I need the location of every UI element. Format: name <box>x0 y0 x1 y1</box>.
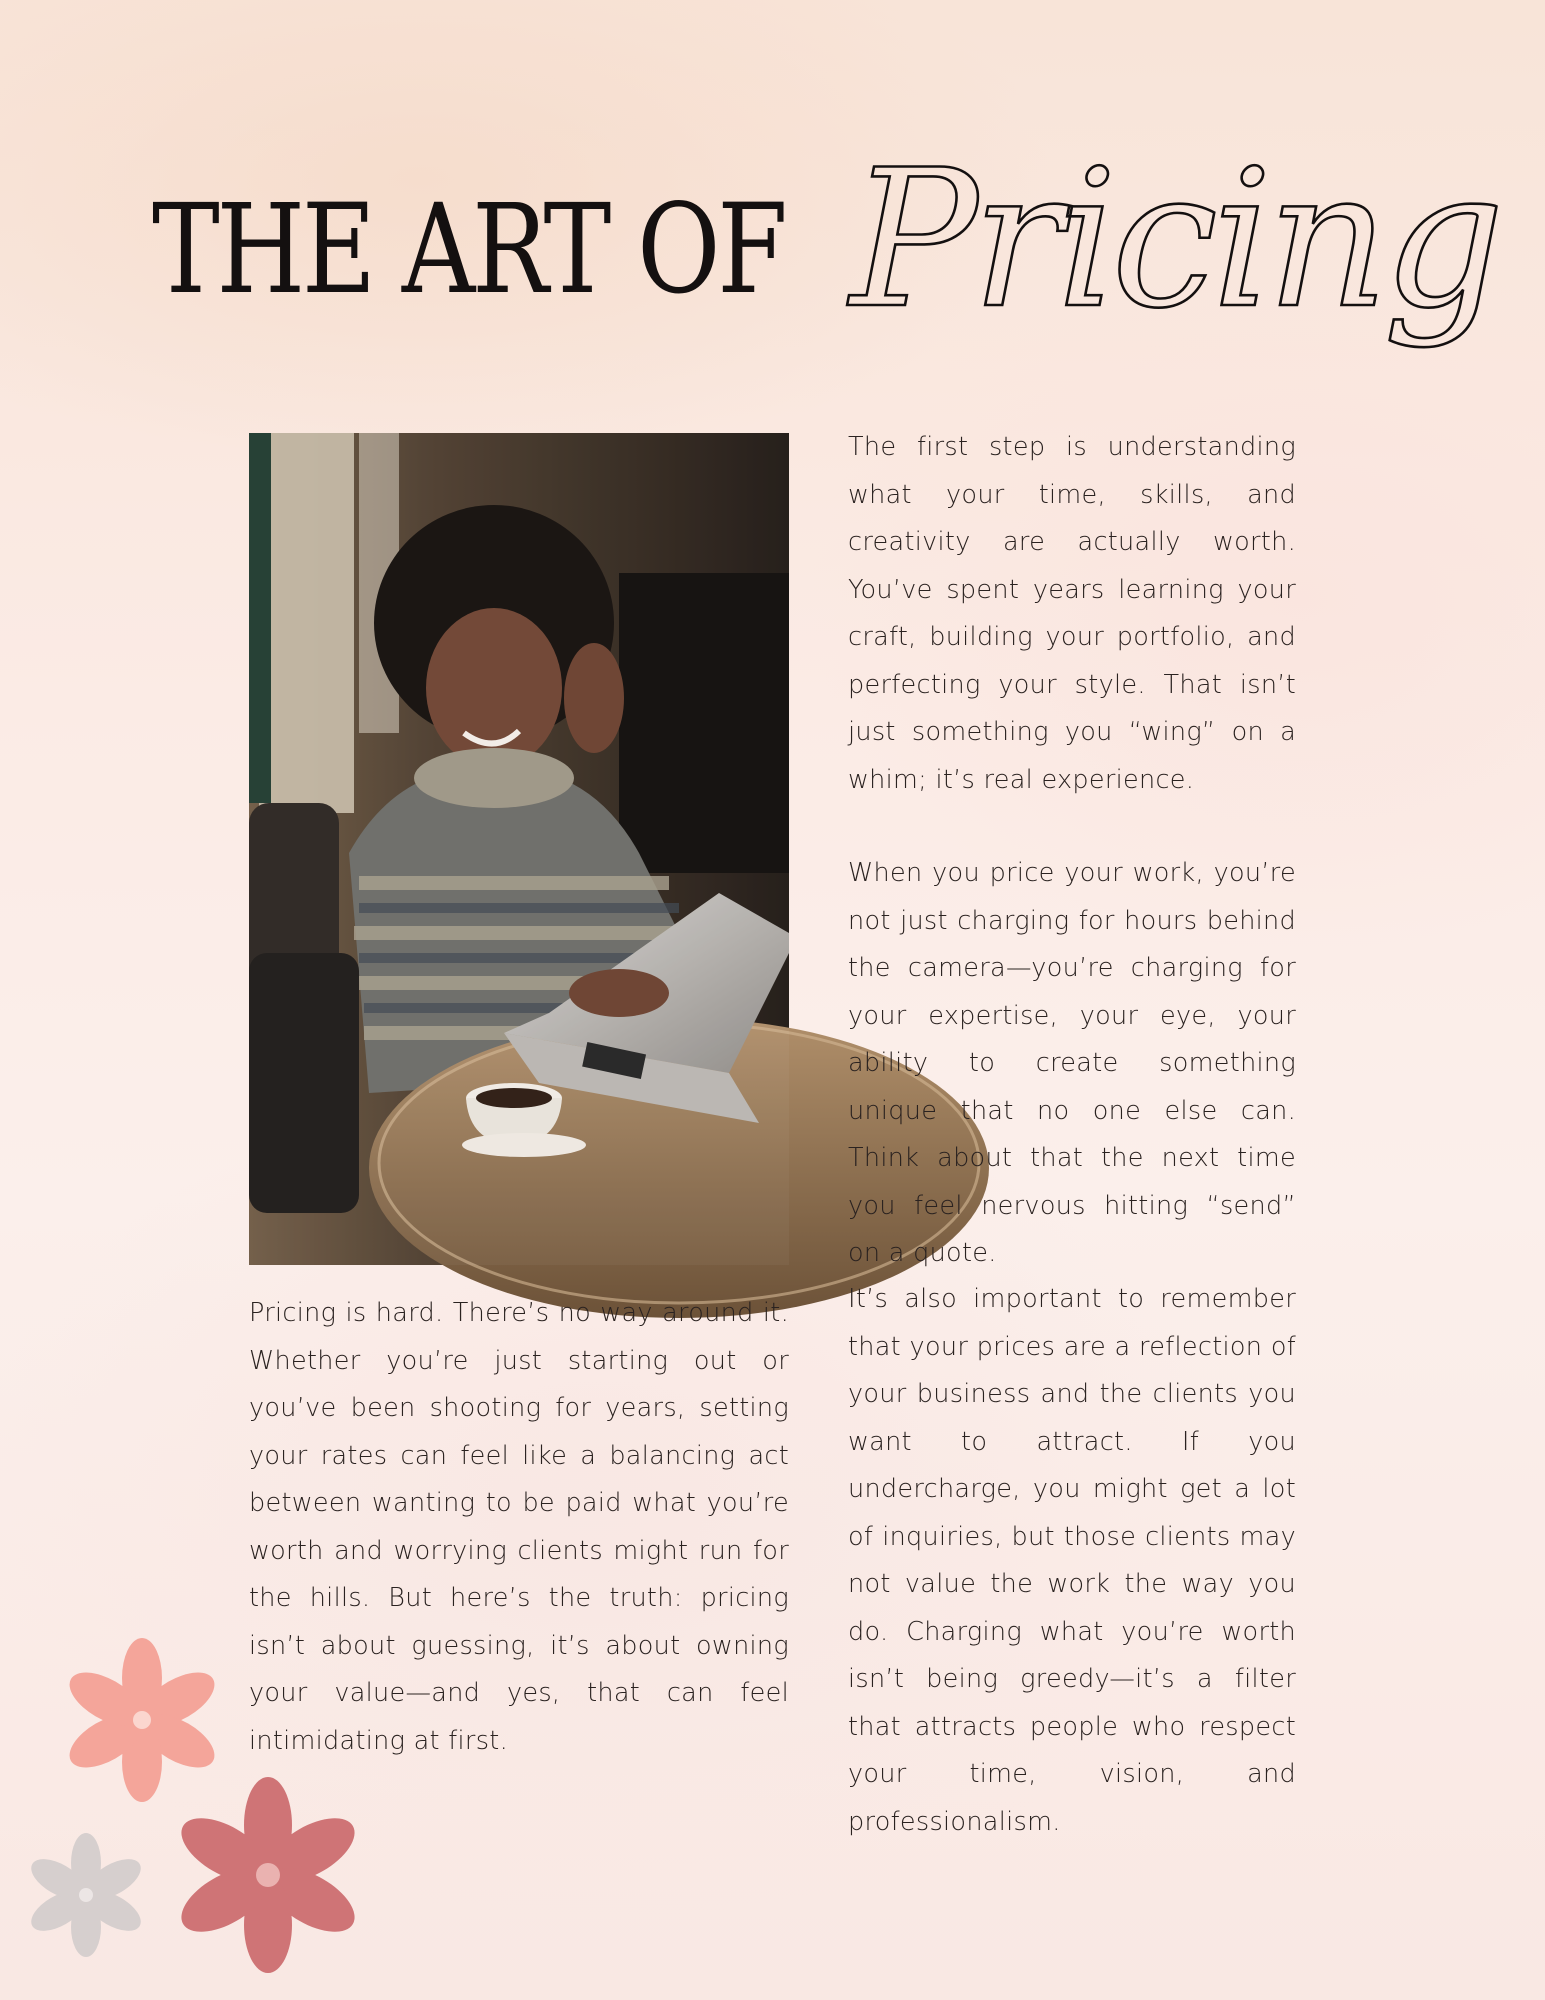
paragraph-first-step: The first step is understanding what your time, skills, and creativity are actually worth. You’ve spent years learning your craft, building your portfolio, and perfecting your style. That isn’t just something you “wing” on a whim; it’s real experience. <box>848 432 1296 795</box>
script-title-pricing <box>840 90 1499 420</box>
decorative-flowers <box>0 1620 420 2000</box>
rose-flower-icon <box>171 1777 365 1973</box>
peach-flower-icon <box>61 1638 223 1802</box>
script-title-text: Pricing <box>850 129 1499 350</box>
paragraph-reflection: It’s also important to remember that your prices are a reflection of your business and the clients you want to attract. If you undercharge, you might get a lot of inquiries, but those clients may not value the work the way you do. Charging what you’re worth isn’t being greedy—it’s a filter that attracts people who respect your time, vision, and professionalism. <box>848 1284 1296 1837</box>
photo-woman-laptop-cafe-icon <box>249 433 789 1265</box>
paragraph-price-your-work: When you price your work, you’re not just charging for hours behind the camera—you’re charging for your expertise, your eye, your ability to create something unique that no one else can. Think about that the next time you feel nervous hitting “send” on a quote. <box>848 858 1296 1268</box>
daisy-flower-icon <box>0 1620 420 2000</box>
grey-flower-icon <box>25 1833 147 1957</box>
page-title: THE ART OF <box>152 178 785 322</box>
hero-photo <box>249 433 789 1265</box>
intro-paragraph: Pricing is hard. There’s no way around it. Whether you’re just starting out or you’ve been shooting for years, setting your rates can feel like a balancing act between wanting to be paid what you’re worth and worrying clients might run for the hills. But here’s the truth: pricing isn’t about guessing, it’s about owning your value—and yes, that can feel intimidating at first. <box>249 1298 789 1756</box>
